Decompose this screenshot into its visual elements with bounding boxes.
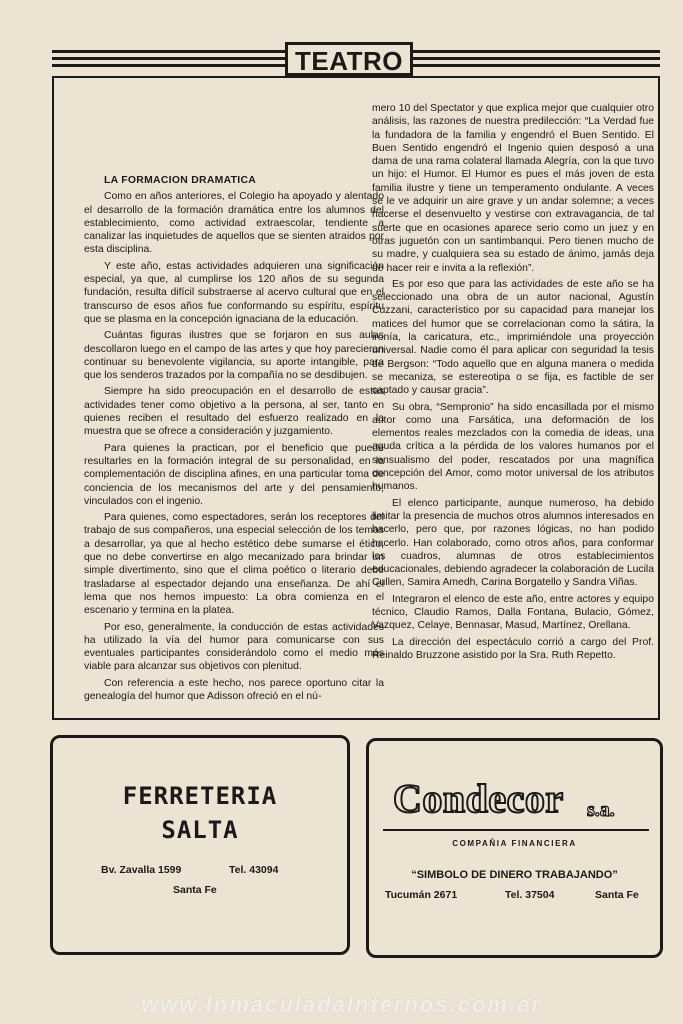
article-title: LA FORMACION DRAMATICA [104,175,257,186]
ad-business-name: SALTA [161,816,239,844]
watermark: www.InmaculadaInternos.com.ar [141,992,542,1017]
ad-divider [383,829,649,831]
article-paragraph: Su obra, “Sempronio” ha sido encasillada por el mismo autor como una Farsática, una deformación de los elementos reales mezclados con la comedia de ideas, una aguda crítica a la pérdida de los valores humanos por el sensualismo del poder, rescatados por una magnífica concepción del Amor, como motor universal de los atributos humanos. [372,401,654,493]
ad-address: Bv. Zavalla 1599 [101,864,182,876]
article-paragraph: Cuántas figuras ilustres que se forjaron en sus aulas descollaron luego en el campo de las artes y que hoy parecieran continuar su benevolente vigilancia, su aporte intangible, para que los senderos trazados por la compañía no se desdibujen. [84,330,384,382]
article-paragraph: Como en años anteriores, el Colegio ha apoyado y alentado el desarrollo de la formación dramática entre los alumnos del establecimiento, como actividad extraescolar, tendiente a canalizar las inquietudes de aquellos que se sienten atraidos por esta disciplina. [84,191,384,256]
article-left-column [84,174,384,706]
ad-brand-suffix: s.a. [587,799,615,821]
ad-subtitle: COMPAÑIA FINANCIERA [452,839,577,848]
ad-slogan: “SIMBOLO DE DINERO TRABAJANDO” [411,869,618,881]
article-paragraph: Siempre ha sido preocupación en el desarrollo de estas actividades tener como objetivo a la persona, al ser, tanto en quienes reciben el resultado del esfuerzo realizado en la muestra que se ofrece a consideración y juzgamiento. [84,386,384,438]
article-right-column [372,102,654,665]
ad-ferreteria-salta [50,735,350,955]
article-paragraph: Para quienes la practican, por el beneficio que puede resultarles en la formación integral de su personalidad, en la complementación de disciplina afines, en una particular toma de conciencia de los mecanismos del arte y del pensamiento, vinculados con el ingenio. [84,442,384,507]
ad-business-name: FERRETERIA [122,782,278,810]
article-paragraph: Con referencia a este hecho, nos parece oportuno citar la genealogía del humor que Adisson ofreció en el nú- [84,677,384,702]
ad-city: Santa Fe [595,889,639,901]
ad-condecor [366,738,663,958]
article-paragraph: La dirección del espectáculo corrió a cargo del Prof. Reinaldo Bruzzone asistido por la Sra. Ruth Repetto. [372,636,654,661]
article-paragraph: Es por eso que para las actividades de este año se ha seleccionado una obra de un autor nacional, Agustín Cuzzani, característico por su capacidad para manejar los matices del humor que se correlacionan como la sátira, la ironía, la caricatura, etc., imprimiéndole una proyección universal. Nadie como él para aplicar con seguridad la tesis de Bergson: “Todo aquello que en alguna manera o medida se mecaniza, se estereotipa o se fija, es factible de ser captado y causar gracia”. [372,278,654,397]
article-paragraph: Integraron el elenco de este año, entre actores y equipo técnico, Claudio Ramos, Dalla Fontana, Bulacio, Gómez, Vazquez, Celaye, Bennasar, Masud, Martínez, Orellana. [372,593,654,632]
ad-phone: Tel. 43094 [229,864,279,876]
article-paragraph: Y este año, estas actividades adquieren una significación especial, ya que, al cumplirse los 120 años de su segunda fundación, resulta difícil substraerse al acervo cultural que en el transcurso de esos años fue conformando su espíritu, espíritu que se plasma en la concepción ignaciana de la educación. [84,260,384,325]
article-box [52,76,660,720]
ad-city: Santa Fe [173,884,217,896]
article-paragraph: Por eso, generalmente, la conducción de estas actividades ha utilizado la vía del humor para comunicarse con sus eventuales participantes considerándolo como el medio más viable para alcanzar sus objetivos con plenitud. [84,621,384,673]
ad-brand-logo: Condecor [393,776,564,821]
article-paragraph: mero 10 del Spectator y que explica mejor que cualquier otro análisis, las razones de nuestra predilección: “La Verdad fue la fundadora de la familia y engendró el Buen Sentido. El Buen Sentido engendró el Ingenio quien desposó a una dama de una rama colateral llamada Alegría, con la que tuvo un hijo: el Humor. El Humor es pues el más joven de esta familia ilustre y tiene un temperamento ondulante. A veces se le ve adquirir un aire grave y un andar solemne; a veces hacerse el desenvuelto y vestirse con extravagancia, de tal suerte que en ocasiones aparece serio como un juez y en otras juguetón con un santimbanqui. Pero tienen mucho de su madre, y cualquiera sea su estado de ánimo, jamás deja de hacer reir e invita a la reflexión”. [372,103,654,274]
article-paragraph: Para quienes, como espectadores, serán los receptores del trabajo de sus compañeros, una especial selección de los temas a desarrollar, ya que al hecho estético debe sumarse el ético, que no debe convertirse en algo mecanizado para brindar un simple divertimento, sino que el clima poético o literario debe trasladarse al espectador dejando una enseñanza. De ahí el lema que nos hemos impuesto: La obra comienza en el escenario y termina en la platea. [84,512,384,617]
ad-phone: Tel. 37504 [505,889,555,901]
ad-address: Tucumán 2671 [385,889,458,901]
article-paragraph: El elenco participante, aunque numeroso, ha debido limitar la presencia de muchos otros alumnos interesados en hacerlo, pero que, por razones lógicas, no han podido hacerlo. Han colaborado, como otros años, para conformar los cuadros, alumnas de otros establecimientos educacionales, debiendo agradecer la colaboración de Lucila Cullen, Samira Amedh, Carina Borgatello y Sandra Viñas. [372,497,654,589]
section-title: TEATRO [285,42,413,76]
